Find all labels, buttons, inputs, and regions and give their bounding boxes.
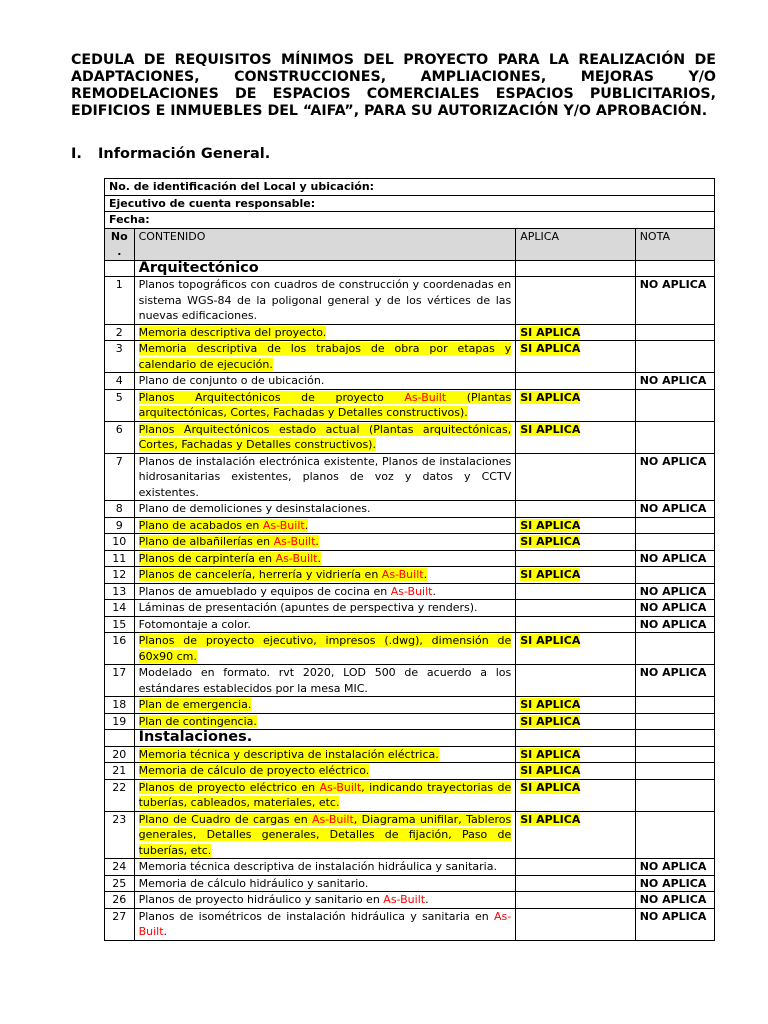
row-number: 10 bbox=[105, 534, 135, 551]
table-row bbox=[105, 341, 715, 373]
row-nota bbox=[635, 583, 714, 600]
contenido-text-before: Plano de acabados en bbox=[138, 518, 263, 532]
row-contenido bbox=[134, 665, 516, 697]
contenido-text: Láminas de presentación (apuntes de perspectiva y renders). bbox=[138, 601, 478, 614]
no-aplica-note: NO APLICA bbox=[639, 876, 707, 890]
table-row bbox=[105, 534, 715, 551]
table-row bbox=[105, 633, 715, 665]
contenido-text-before: Planos de proyecto eléctrico en bbox=[138, 780, 320, 794]
row-number: 14 bbox=[105, 600, 135, 617]
row-nota bbox=[635, 517, 714, 534]
title-line-1: CEDULA DE REQUISITOS MÍNIMOS DEL PROYECTO PARA LA REALIZACIÓN DE bbox=[71, 52, 716, 68]
contenido-text: Plano de conjunto o de ubicación. bbox=[138, 374, 325, 387]
row-aplica bbox=[516, 746, 635, 763]
contenido-text-after: , indicando trayectorias de tuberías, cableados, materiales, etc. bbox=[138, 780, 512, 809]
no-aplica-note: NO APLICA bbox=[639, 278, 707, 291]
row-contenido bbox=[134, 534, 516, 551]
row-nota bbox=[635, 811, 714, 859]
row-aplica bbox=[516, 859, 635, 876]
category-aplica-cell bbox=[516, 260, 635, 277]
contenido-text: Memoria técnica y descriptiva de instalación eléctrica. bbox=[138, 747, 439, 761]
category-no-cell bbox=[105, 260, 135, 277]
row-nota bbox=[635, 859, 714, 876]
fecha-field: Fecha: bbox=[105, 212, 715, 229]
table-row bbox=[105, 373, 715, 390]
table-row bbox=[105, 600, 715, 617]
contenido-text bbox=[139, 535, 319, 548]
row-number: 23 bbox=[105, 811, 135, 859]
row-nota bbox=[635, 665, 714, 697]
row-number: 11 bbox=[105, 550, 135, 567]
row-contenido bbox=[134, 875, 516, 892]
contenido-text bbox=[139, 910, 512, 939]
row-nota bbox=[635, 779, 714, 811]
contenido-text-after: , Diagrama unifilar, Tableros generales, Detalles generales, Detalles de fijación, Paso de tuberías, etc. bbox=[138, 812, 512, 857]
si-aplica-badge: SI APLICA bbox=[520, 390, 581, 404]
contenido-text-after: (Plantas arquitectónicas, Cortes, Fachadas y Detalles constructivos). bbox=[138, 390, 512, 419]
si-aplica-badge: SI APLICA bbox=[520, 325, 581, 339]
row-nota bbox=[635, 421, 714, 453]
row-nota bbox=[635, 633, 714, 665]
row-nota bbox=[635, 908, 714, 940]
table-row bbox=[105, 567, 715, 584]
si-aplica-badge: SI APLICA bbox=[520, 422, 581, 436]
header-contenido: CONTENIDO bbox=[134, 228, 516, 260]
no-aplica-note: NO APLICA bbox=[639, 666, 707, 679]
row-aplica bbox=[516, 763, 635, 780]
table-row bbox=[105, 616, 715, 633]
row-contenido bbox=[134, 892, 516, 909]
row-number: 19 bbox=[105, 713, 135, 730]
row-number: 5 bbox=[105, 389, 135, 421]
contenido-text: Planos de instalación electrónica existente, Planos de instalaciones hidrosanitarias existentes, planos de voz y datos y CCTV existentes. bbox=[138, 454, 512, 499]
row-nota bbox=[635, 389, 714, 421]
contenido-text: Planos de proyecto ejecutivo, impresos (.dwg), dimensión de 60x90 cm. bbox=[138, 634, 512, 663]
row-contenido bbox=[134, 389, 516, 421]
row-number: 24 bbox=[105, 859, 135, 876]
contenido-text bbox=[139, 585, 436, 598]
category-nota-cell bbox=[635, 260, 714, 277]
row-aplica bbox=[516, 892, 635, 909]
section-heading bbox=[71, 146, 270, 162]
table-row bbox=[105, 453, 715, 501]
table-row bbox=[105, 713, 715, 730]
row-contenido bbox=[134, 341, 516, 373]
row-nota bbox=[635, 324, 714, 341]
contenido-text-before: Plano de albañilerías en bbox=[138, 535, 274, 548]
row-contenido bbox=[134, 697, 516, 714]
row-aplica bbox=[516, 421, 635, 453]
category-no-cell bbox=[105, 730, 135, 747]
table-row bbox=[105, 875, 715, 892]
row-aplica bbox=[516, 373, 635, 390]
contenido-text: Memoria de cálculo hidráulico y sanitario. bbox=[138, 876, 369, 890]
row-number: 16 bbox=[105, 633, 135, 665]
row-aplica bbox=[516, 341, 635, 373]
table-row bbox=[105, 908, 715, 940]
contenido-text: Planos Arquitectónicos estado actual (Plantas arquitectónicas, Cortes, Fachadas y Detalles constructivos). bbox=[138, 422, 512, 451]
row-contenido bbox=[134, 600, 516, 617]
contenido-text: Fotomontaje a color. bbox=[138, 617, 251, 631]
row-contenido bbox=[134, 779, 516, 811]
contenido-text-before: Planos de carpintería en bbox=[138, 551, 276, 565]
no-aplica-note: NO APLICA bbox=[639, 601, 707, 614]
row-contenido bbox=[134, 583, 516, 600]
contenido-text-after: . bbox=[432, 584, 436, 598]
header-no: No . bbox=[105, 228, 135, 260]
contenido-text: Plano de demoliciones y desinstalaciones. bbox=[138, 502, 371, 515]
row-contenido bbox=[134, 324, 516, 341]
si-aplica-badge: SI APLICA bbox=[520, 535, 581, 548]
table-row bbox=[105, 277, 715, 325]
row-nota bbox=[635, 453, 714, 501]
row-contenido bbox=[134, 373, 516, 390]
contenido-text bbox=[139, 519, 309, 532]
row-aplica bbox=[516, 697, 635, 714]
row-aplica bbox=[516, 534, 635, 551]
row-nota bbox=[635, 600, 714, 617]
row-nota bbox=[635, 534, 714, 551]
table-header bbox=[105, 228, 715, 260]
section-number: I. bbox=[71, 146, 82, 162]
row-contenido bbox=[134, 453, 516, 501]
row-aplica bbox=[516, 633, 635, 665]
row-aplica bbox=[516, 389, 635, 421]
row-number: 25 bbox=[105, 875, 135, 892]
contenido-text-after: . bbox=[315, 535, 319, 548]
as-built-label: As-Built bbox=[383, 893, 426, 906]
row-nota bbox=[635, 277, 714, 325]
header-nota: NOTA bbox=[635, 228, 714, 260]
row-number: 26 bbox=[105, 892, 135, 909]
row-nota bbox=[635, 501, 714, 518]
row-aplica bbox=[516, 713, 635, 730]
contenido-text-after: . bbox=[425, 893, 429, 906]
requirements-table bbox=[104, 178, 715, 941]
table-row bbox=[105, 583, 715, 600]
table-row bbox=[105, 892, 715, 909]
row-aplica bbox=[516, 501, 635, 518]
row-contenido bbox=[134, 517, 516, 534]
row-number: 9 bbox=[105, 517, 135, 534]
category-arquitectonico-row bbox=[105, 260, 715, 277]
contenido-text-after: . bbox=[163, 925, 168, 938]
si-aplica-badge: SI APLICA bbox=[520, 634, 581, 647]
table-row bbox=[105, 779, 715, 811]
row-number: 18 bbox=[105, 697, 135, 714]
contenido-text-before: Plano de Cuadro de cargas en bbox=[138, 812, 313, 826]
row-contenido bbox=[134, 421, 516, 453]
contenido-text-before: Planos de proyecto hidráulico y sanitario en bbox=[138, 893, 384, 906]
section-label: Información General. bbox=[98, 146, 271, 162]
no-aplica-note: NO APLICA bbox=[639, 502, 707, 515]
contenido-text bbox=[139, 781, 512, 810]
row-number: 7 bbox=[105, 453, 135, 501]
row-number: 13 bbox=[105, 583, 135, 600]
row-number: 2 bbox=[105, 324, 135, 341]
row-number: 15 bbox=[105, 616, 135, 633]
row-aplica bbox=[516, 875, 635, 892]
row-number: 6 bbox=[105, 421, 135, 453]
as-built-label: As-Built bbox=[273, 535, 316, 548]
category-instalaciones-row bbox=[105, 730, 715, 747]
row-nota bbox=[635, 892, 714, 909]
row-aplica bbox=[516, 550, 635, 567]
as-built-label: As-Built bbox=[275, 551, 318, 565]
row-nota bbox=[635, 616, 714, 633]
row-aplica bbox=[516, 665, 635, 697]
document-title bbox=[71, 52, 716, 120]
row-nota bbox=[635, 373, 714, 390]
as-built-label: As-Built bbox=[381, 568, 424, 581]
contenido-text bbox=[139, 813, 512, 857]
si-aplica-badge: SI APLICA bbox=[520, 714, 581, 728]
table-row bbox=[105, 697, 715, 714]
row-contenido bbox=[134, 633, 516, 665]
row-contenido bbox=[134, 859, 516, 876]
contenido-text-before: Planos de amueblado y equipos de cocina en bbox=[138, 584, 391, 598]
no-aplica-note: NO APLICA bbox=[639, 584, 707, 598]
row-nota bbox=[635, 713, 714, 730]
row-aplica bbox=[516, 324, 635, 341]
table-row bbox=[105, 550, 715, 567]
si-aplica-badge: SI APLICA bbox=[520, 764, 581, 777]
contenido-text-before: Planos de cancelería, herrería y vidriería en bbox=[138, 568, 382, 581]
local-field: No. de identificación del Local y ubicación: bbox=[105, 179, 715, 196]
row-number: 8 bbox=[105, 501, 135, 518]
row-number: 22 bbox=[105, 779, 135, 811]
row-contenido bbox=[134, 811, 516, 859]
as-built-label: As-Built bbox=[138, 909, 512, 938]
table-row bbox=[105, 324, 715, 341]
row-contenido bbox=[134, 713, 516, 730]
contenido-text: Plan de contingencia. bbox=[138, 714, 257, 728]
no-aplica-note: NO APLICA bbox=[639, 374, 707, 387]
row-contenido bbox=[134, 908, 516, 940]
row-aplica bbox=[516, 453, 635, 501]
table-row bbox=[105, 763, 715, 780]
si-aplica-badge: SI APLICA bbox=[520, 568, 581, 581]
row-aplica bbox=[516, 779, 635, 811]
table-row bbox=[105, 389, 715, 421]
si-aplica-badge: SI APLICA bbox=[520, 698, 581, 711]
table-row bbox=[105, 421, 715, 453]
table-row bbox=[105, 665, 715, 697]
as-built-label: As-Built bbox=[319, 780, 362, 794]
contenido-text: Plan de emergencia. bbox=[138, 698, 252, 711]
si-aplica-badge: SI APLICA bbox=[520, 812, 581, 826]
table-row bbox=[105, 859, 715, 876]
row-number: 3 bbox=[105, 341, 135, 373]
contenido-text: Modelado en formato. rvt 2020, LOD 500 de acuerdo a los estándares establecidos por la mesa MIC. bbox=[138, 666, 512, 695]
category-nota-cell bbox=[635, 730, 714, 747]
row-contenido bbox=[134, 277, 516, 325]
no-aplica-note: NO APLICA bbox=[639, 617, 707, 631]
as-built-label: As-Built bbox=[390, 584, 433, 598]
title-line-3: REMODELACIONES DE ESPACIOS COMERCIALES ESPACIOS PUBLICITARIOS, bbox=[71, 86, 716, 102]
contenido-text: Planos topográficos con cuadros de construcción y coordenadas en sistema WGS-84 de la poligonal general y de los vértices de las nuevas edificaciones. bbox=[138, 278, 512, 322]
row-aplica bbox=[516, 908, 635, 940]
row-nota bbox=[635, 550, 714, 567]
row-number: 20 bbox=[105, 746, 135, 763]
contenido-text bbox=[139, 552, 321, 565]
row-contenido bbox=[134, 746, 516, 763]
row-aplica bbox=[516, 600, 635, 617]
no-aplica-note: NO APLICA bbox=[639, 893, 707, 906]
no-aplica-note: NO APLICA bbox=[639, 454, 707, 468]
row-number: 12 bbox=[105, 567, 135, 584]
category-arquitectonico-heading: Arquitectónico bbox=[134, 260, 516, 277]
row-aplica bbox=[516, 567, 635, 584]
contenido-text: Memoria descriptiva de los trabajos de obra por etapas y calendario de ejecución. bbox=[138, 342, 512, 371]
contenido-text-after: . bbox=[317, 551, 321, 565]
row-number: 1 bbox=[105, 277, 135, 325]
si-aplica-badge: SI APLICA bbox=[520, 780, 581, 794]
row-contenido bbox=[134, 501, 516, 518]
contenido-text-after: . bbox=[423, 568, 428, 581]
row-number: 17 bbox=[105, 665, 135, 697]
row-aplica bbox=[516, 517, 635, 534]
contenido-text-before: Planos de isométricos de instalación hidráulica y sanitaria en bbox=[138, 909, 494, 923]
row-nota bbox=[635, 763, 714, 780]
table-row bbox=[105, 746, 715, 763]
no-aplica-note: NO APLICA bbox=[639, 860, 707, 873]
as-built-label: As-Built bbox=[312, 812, 354, 826]
row-contenido bbox=[134, 550, 516, 567]
no-aplica-note: NO APLICA bbox=[639, 551, 707, 565]
row-nota bbox=[635, 567, 714, 584]
row-aplica bbox=[516, 811, 635, 859]
no-aplica-note: NO APLICA bbox=[639, 909, 707, 923]
category-aplica-cell bbox=[516, 730, 635, 747]
row-aplica bbox=[516, 277, 635, 325]
contenido-text: Memoria descriptiva del proyecto. bbox=[138, 325, 327, 339]
contenido-text bbox=[139, 391, 512, 420]
contenido-text bbox=[139, 568, 427, 581]
row-aplica bbox=[516, 616, 635, 633]
row-number: 21 bbox=[105, 763, 135, 780]
row-contenido bbox=[134, 567, 516, 584]
row-number: 4 bbox=[105, 373, 135, 390]
as-built-label: As-Built bbox=[404, 390, 447, 404]
row-contenido bbox=[134, 616, 516, 633]
row-nota bbox=[635, 697, 714, 714]
title-line-2: ADAPTACIONES, CONSTRUCCIONES, AMPLIACIONES, MEJORAS Y/O bbox=[71, 69, 716, 85]
row-nota bbox=[635, 746, 714, 763]
contenido-text: Memoria de cálculo de proyecto eléctrico. bbox=[138, 764, 370, 777]
si-aplica-badge: SI APLICA bbox=[520, 747, 581, 761]
table-row bbox=[105, 501, 715, 518]
header-aplica: APLICA bbox=[516, 228, 635, 260]
table-row bbox=[105, 811, 715, 859]
row-contenido bbox=[134, 763, 516, 780]
category-instalaciones-heading: Instalaciones. bbox=[134, 730, 516, 747]
contenido-text bbox=[139, 893, 429, 906]
title-line-4: EDIFICIOS E INMUEBLES DEL “AIFA”, PARA SU AUTORIZACIÓN Y/O APROBACIÓN. bbox=[71, 103, 708, 119]
contenido-text-before: Planos Arquitectónicos de proyecto bbox=[138, 390, 405, 404]
table-row bbox=[105, 517, 715, 534]
row-aplica bbox=[516, 583, 635, 600]
contenido-text: Memoria técnica descriptiva de instalación hidráulica y sanitaria. bbox=[138, 860, 497, 873]
row-number: 27 bbox=[105, 908, 135, 940]
si-aplica-badge: SI APLICA bbox=[520, 342, 581, 355]
ejecutivo-field: Ejecutivo de cuenta responsable: bbox=[105, 195, 715, 212]
contenido-text-after: . bbox=[304, 518, 309, 532]
row-nota bbox=[635, 341, 714, 373]
row-nota bbox=[635, 875, 714, 892]
si-aplica-badge: SI APLICA bbox=[520, 518, 581, 532]
as-built-label: As-Built bbox=[262, 518, 305, 532]
